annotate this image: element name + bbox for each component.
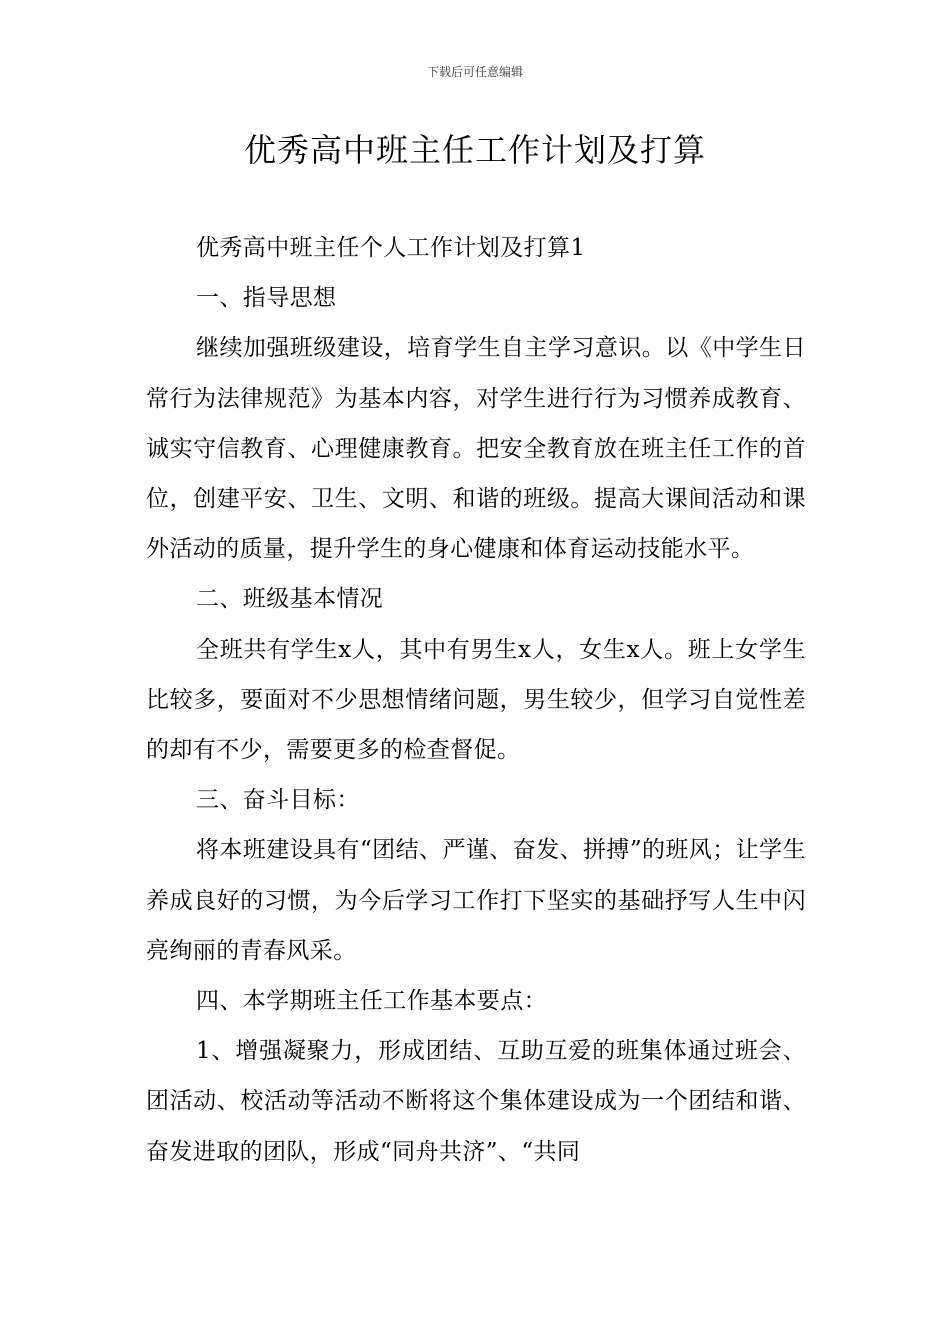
document-title: 优秀高中班主任工作计划及打算 bbox=[243, 131, 706, 169]
section-heading: 四、本学期班主任工作基本要点： bbox=[196, 988, 547, 1015]
header-note: 下载后可任意编辑 bbox=[426, 65, 523, 79]
section-heading: 一、指导思想 bbox=[196, 285, 337, 312]
body-paragraph: 将本班建设具有“团结、严谨、奋发、拼搏”的班风；让学生养成良好的习惯，为今后学习工作打下坚实的基础抒写人生中闪亮绚丽的青春风采。 bbox=[146, 837, 806, 964]
body-paragraph: 全班共有学生x人，其中有男生x人，女生x人。班上女学生比较多，要面对不少思想情绪问题，男生较少，但学习自觉性差的却有不少，需要更多的检查督促。 bbox=[146, 636, 806, 764]
section-heading: 优秀高中班主任个人工作计划及打算1 bbox=[196, 235, 586, 261]
body-paragraph: 1、增强凝聚力，形成团结、互助互爱的班集体通过班会、团活动、校活动等活动不断将这个集体建设成为一个团结和谐、奋发进取的团队，形成“同舟共济”、“共同 bbox=[146, 1038, 806, 1165]
section-heading: 三、奋斗目标： bbox=[196, 787, 360, 814]
section-heading: 二、班级基本情况 bbox=[196, 586, 384, 613]
document-body bbox=[146, 223, 806, 1177]
body-paragraph: 继续加强班级建设，培育学生自主学习意识。以《中学生日常行为法律规范》为基本内容，对学生进行行为习惯养成教育、诚实守信教育、心理健康教育。把安全教育放在班主任工作的首位，创建平安、卫生、文明、和谐的班级。提高大课间活动和课外活动的质量，提升学生的身心健康和体育运动技能水平。 bbox=[146, 335, 806, 563]
